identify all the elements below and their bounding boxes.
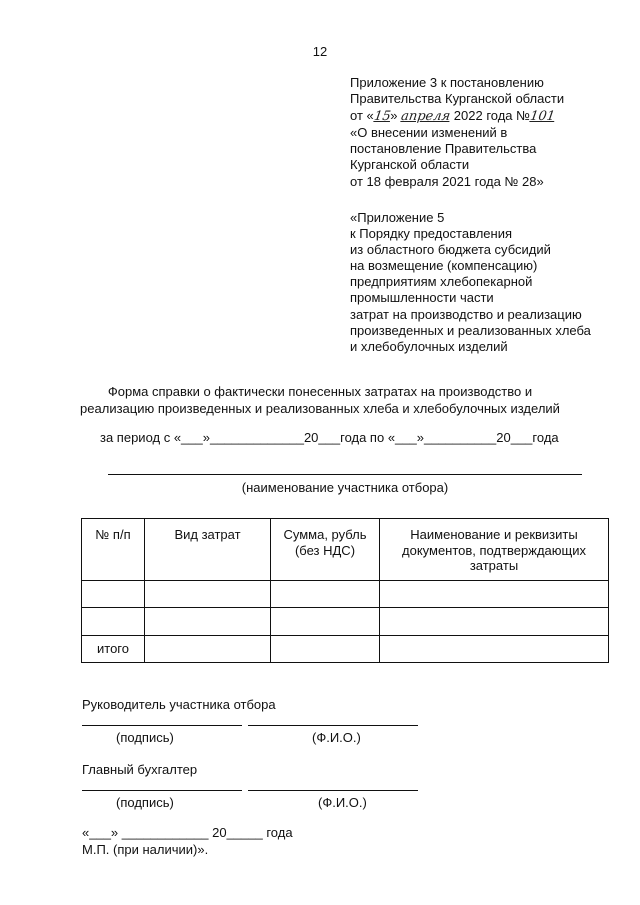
appendix5-line: произведенных и реализованных хлеба (350, 322, 591, 338)
column-header-amount: Сумма, рубль (без НДС) (271, 519, 380, 581)
table-header-row (82, 519, 609, 581)
appendix-3-header (350, 75, 564, 190)
accountant-signature-line (82, 790, 242, 791)
table-cell (271, 608, 380, 636)
handwritten-number: 101 (529, 108, 557, 124)
column-header-documents: Наименование и реквизиты документов, подтверждающих затраты (380, 519, 609, 581)
appendix5-line: предприятиям хлебопекарной (350, 274, 533, 290)
table-cell (145, 608, 271, 636)
head-title: Руководитель участника отбора (82, 697, 276, 712)
appendix-date-number-line (350, 108, 564, 125)
seal-line: М.П. (при наличии)». (82, 842, 209, 857)
appendix-5-header (350, 210, 591, 355)
table-cell (271, 581, 380, 608)
column-header-expense-type: Вид затрат (145, 519, 271, 581)
accountant-name-caption: (Ф.И.О.) (318, 795, 367, 810)
table-cell (380, 581, 609, 608)
accountant-title: Главный бухгалтер (82, 762, 198, 777)
table-cell (380, 636, 609, 663)
appendix-header-line: Курганской области (350, 157, 470, 173)
table-cell (271, 636, 380, 663)
total-label-cell: итого (82, 636, 145, 663)
table-cell (145, 581, 271, 608)
table-row (82, 608, 609, 636)
appendix-header-line: Приложение 3 к постановлению (350, 75, 544, 90)
form-title-line: реализацию произведенных и реализованных хлеба и хлебобулочных изделий (80, 401, 560, 416)
date-prefix: от « (350, 107, 374, 123)
appendix5-line: к Порядку предоставления (350, 226, 512, 242)
appendix5-line: на возмещение (компенсацию) (350, 258, 538, 274)
form-title (0, 383, 640, 417)
handwritten-month: апреля (400, 108, 452, 124)
appendix-header-line: Правительства Курганской области (350, 91, 565, 107)
page-number: 12 (312, 44, 328, 59)
table-cell (380, 608, 609, 636)
period-line: за период с «___»_____________20___года по «___»__________20___года (100, 430, 559, 445)
participant-name-line (108, 474, 582, 475)
head-signature-line (82, 725, 242, 726)
date-mid: » (390, 107, 402, 123)
date-line: «___» ____________ 20_____ года (82, 825, 293, 840)
appendix-header-line: от 18 февраля 2021 года № 28» (350, 173, 544, 189)
appendix5-line: затрат на производство и реализацию (350, 306, 582, 322)
table-cell (145, 636, 271, 663)
year-number-label: 2022 года № (450, 107, 531, 123)
table-row (82, 581, 609, 608)
head-name-line (248, 725, 418, 726)
handwritten-day: 15 (372, 108, 392, 124)
appendix5-line: и хлебобулочных изделий (350, 338, 508, 354)
appendix5-line: из областного бюджета субсидий (350, 242, 551, 258)
expenses-table (81, 518, 609, 663)
appendix5-line: промышленности части (350, 290, 494, 306)
table-cell (82, 581, 145, 608)
column-header-number: № п/п (82, 519, 145, 581)
accountant-name-line (248, 790, 418, 791)
table-cell (82, 608, 145, 636)
head-name-caption: (Ф.И.О.) (312, 730, 361, 745)
table-total-row (82, 636, 609, 663)
appendix-header-line: постановление Правительства (350, 141, 537, 157)
form-title-line: Форма справки о фактически понесенных затратах на производство и (107, 384, 533, 399)
appendix-header-line: «О внесении изменений в (350, 124, 508, 140)
appendix5-line: «Приложение 5 (350, 210, 445, 225)
participant-caption: (наименование участника отбора) (241, 480, 449, 495)
accountant-signature-caption: (подпись) (116, 795, 174, 810)
head-signature-caption: (подпись) (116, 730, 174, 745)
